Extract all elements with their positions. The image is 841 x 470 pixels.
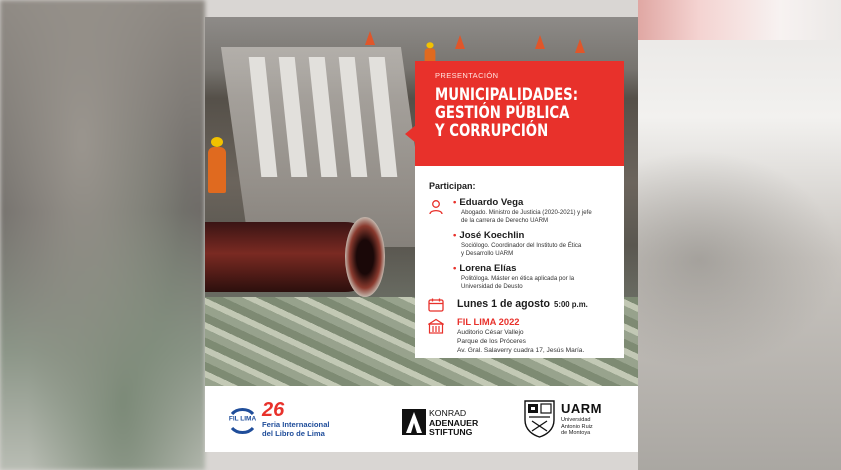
kas-line: KONRAD — [429, 408, 467, 418]
person-icon — [428, 199, 444, 215]
info-box — [415, 166, 624, 358]
fil-name-line: Feria Internacional — [262, 420, 330, 429]
speaker-desc-line: Sociólogo. Coordinador del Instituto de Ética — [461, 242, 582, 249]
event-title-line: GESTIÓN PÚBLICA — [435, 103, 570, 123]
background-blur-right — [638, 0, 841, 470]
participants-label: Participan: — [429, 181, 476, 191]
fil-logo-text: FIL LIMA — [229, 415, 256, 423]
speaker-desc-line: Universidad de Deusto — [461, 283, 523, 290]
speaker-name: Eduardo Vega — [459, 197, 524, 208]
uarm-fullname — [561, 417, 593, 437]
calendar-icon — [428, 298, 444, 312]
fil-name — [262, 420, 330, 438]
event-title-line: MUNICIPALIDADES: — [435, 85, 578, 105]
title-box-notch — [405, 125, 416, 143]
photo-pipe-end — [345, 217, 385, 297]
venue-line: Auditorio César Vallejo — [457, 329, 524, 336]
time-text: 5:00 p.m. — [554, 300, 588, 309]
venue-block — [457, 316, 622, 355]
venue-icon — [428, 318, 444, 334]
uarm-line: Universidad — [561, 417, 591, 423]
date-text: Lunes 1 de agosto — [457, 298, 551, 310]
uarm-name: UARM — [561, 401, 602, 416]
uarm-crest-logo — [524, 400, 555, 438]
venue-title: FIL LIMA 2022 — [457, 316, 520, 327]
event-date — [457, 298, 588, 310]
uarm-line: Antonio Ruiz — [561, 423, 593, 430]
sponsor-footer — [205, 386, 638, 452]
speaker-item — [453, 230, 618, 258]
event-title — [435, 85, 578, 141]
uarm-line: de Montoya — [561, 430, 591, 437]
fil-lima-logo — [229, 405, 256, 437]
speaker-desc-line: de la carrera de Derecho UARM — [461, 217, 549, 224]
speaker-item — [453, 197, 618, 225]
bullet-dot: • — [453, 197, 457, 208]
event-kicker: PRESENTACIÓN — [435, 71, 499, 80]
photo-cone — [455, 35, 465, 49]
photo-cone — [575, 39, 585, 53]
speaker-item — [453, 263, 618, 291]
venue-line: Parque de los Próceres — [457, 338, 526, 345]
speaker-desc-line: y Desarrollo UARM — [461, 250, 514, 257]
photo-cone — [535, 35, 545, 49]
background-blur-left — [0, 0, 205, 470]
event-poster — [205, 17, 638, 452]
bullet-dot: • — [453, 263, 457, 274]
kas-line: STIFTUNG — [429, 427, 473, 437]
photo-worker — [208, 147, 226, 193]
speaker-name: José Koechlin — [459, 230, 525, 241]
konrad-adenauer-logo — [402, 409, 426, 435]
kas-line: ADENAUER — [429, 417, 479, 428]
fil-name-line: del Libro de Lima — [262, 429, 325, 438]
title-box — [415, 61, 624, 175]
konrad-adenauer-name — [429, 409, 478, 438]
photo-cone — [365, 31, 375, 45]
venue-line: Av. Gral. Salaverry cuadra 17, Jesús María. — [457, 347, 585, 354]
speaker-desc-line: Politóloga. Máster en ética aplicada por la — [461, 275, 575, 282]
event-title-line: Y CORRUPCIÓN — [435, 121, 549, 141]
speaker-name: Lorena Elías — [459, 263, 517, 274]
speaker-desc-line: Abogado. Ministro de Justicia (2020-2021) y jefe — [461, 209, 592, 216]
fil-edition-number: 26 — [262, 399, 285, 421]
bullet-dot: • — [453, 230, 457, 241]
